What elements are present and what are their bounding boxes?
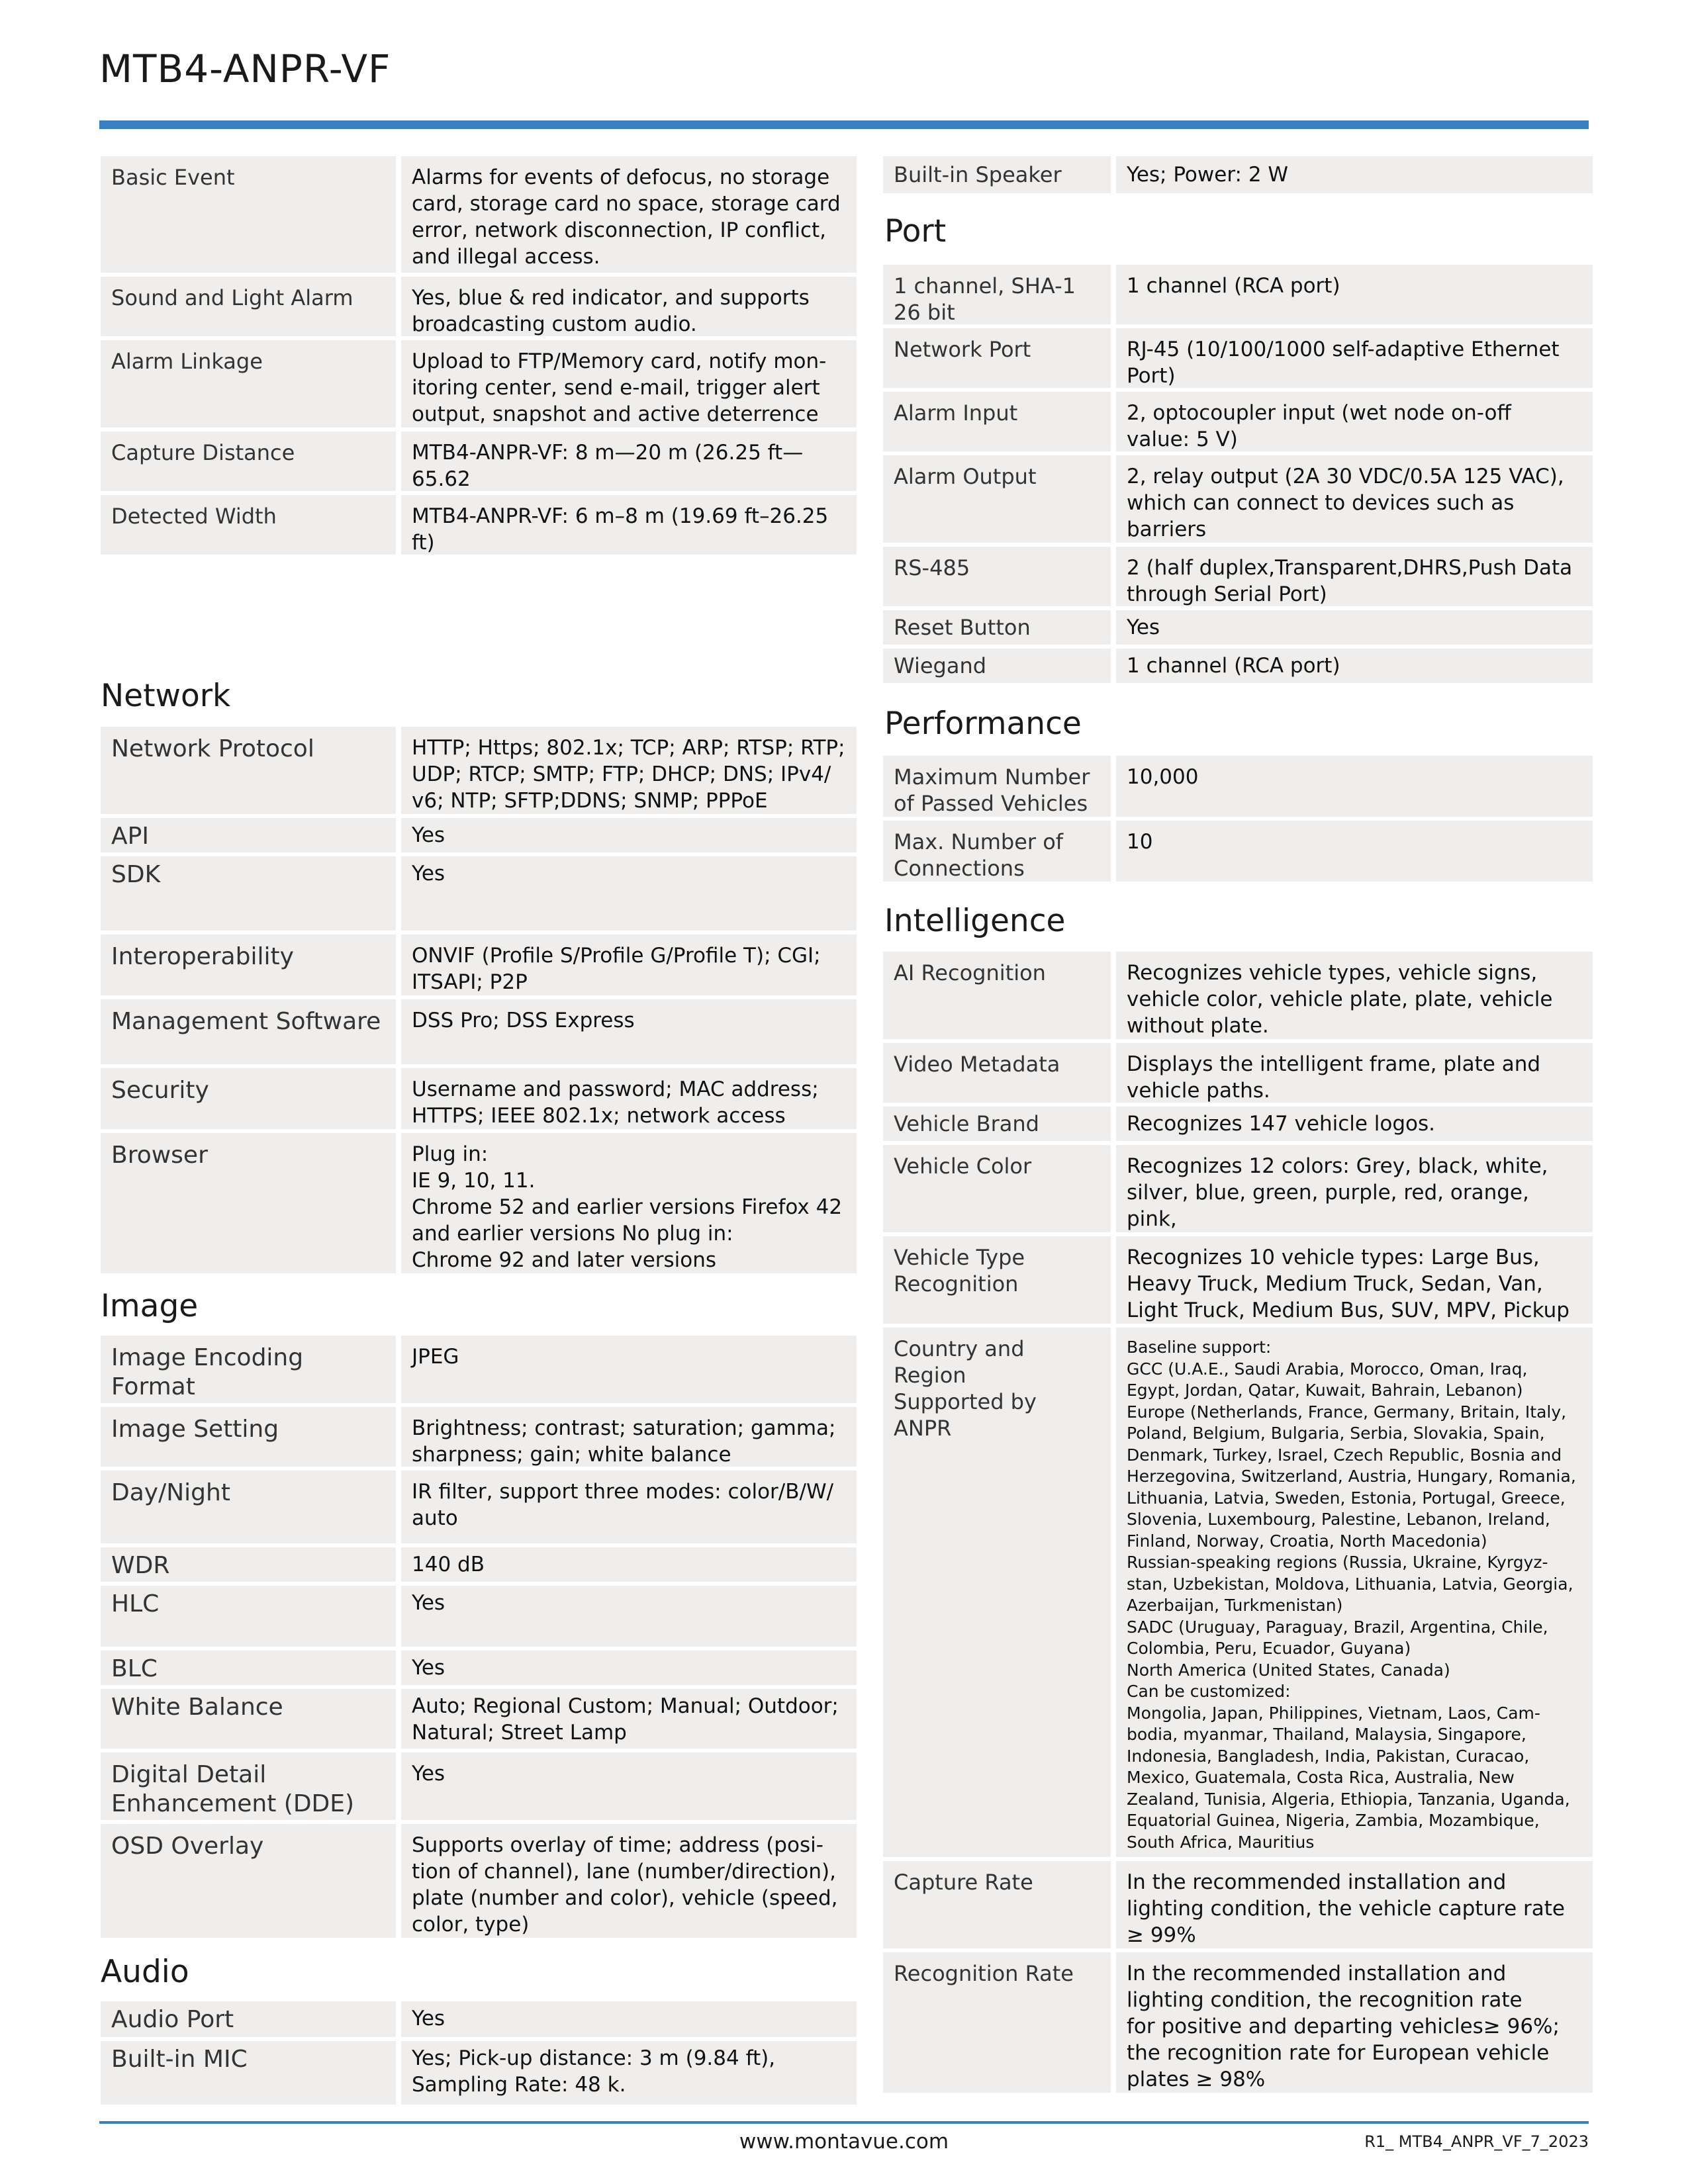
section-title-image: Image: [101, 1288, 199, 1324]
spec-row: [883, 455, 1593, 543]
footer-rule: [99, 2121, 1589, 2124]
spec-value: MTB4-ANPR-VF: 6 m–8 m (19.69 ft–26.25 ft): [401, 495, 857, 555]
spec-row: [101, 1651, 857, 1685]
document-title: MTB4-ANPR-VF: [99, 46, 391, 91]
spec-label: Built-in Speaker: [883, 156, 1111, 193]
spec-label: Alarm Output: [883, 455, 1111, 543]
spec-row: [101, 818, 857, 852]
spec-value: 2 (half duplex,Transparent,DHRS,Push Data through Serial Port): [1116, 547, 1593, 606]
spec-row: [883, 1043, 1593, 1103]
spec-value: Yes: [401, 818, 857, 852]
spec-row: [101, 1471, 857, 1543]
spec-value: 2, relay output (2A 30 VDC/0.5A 125 VAC), which can connect to devices such as barriers: [1116, 455, 1593, 543]
section-title-performance: Performance: [884, 705, 1082, 742]
spec-label: WDR: [101, 1547, 396, 1582]
spec-label: Video Metadata: [883, 1043, 1111, 1103]
spec-value: Yes; Power: 2 W: [1116, 156, 1593, 193]
spec-value: Yes: [401, 2001, 857, 2037]
spec-row: [101, 1689, 857, 1749]
spec-value: 1 channel (RCA port): [1116, 265, 1593, 324]
spec-row: [101, 1336, 857, 1403]
spec-row: [101, 727, 857, 814]
spec-value: Recognizes 12 colors: Grey, black, white, silver, blue, green, purple, red, orange, pink,: [1116, 1145, 1593, 1232]
section-title-intelligence: Intelligence: [884, 903, 1066, 939]
spec-row: [883, 1952, 1593, 2093]
spec-value: Yes: [401, 1651, 857, 1685]
spec-row: [883, 265, 1593, 324]
spec-row: [101, 2041, 857, 2105]
spec-row: [101, 934, 857, 995]
spec-label: Built-in MIC: [101, 2041, 396, 2105]
spec-value: 140 dB: [401, 1547, 857, 1582]
spec-label: Audio Port: [101, 2001, 396, 2037]
spec-label: API: [101, 818, 396, 852]
spec-label: Security: [101, 1068, 396, 1129]
spec-value: Recognizes 10 vehicle types: Large Bus, Heavy Truck, Medium Truck, Sedan, Van, Light Truck, Medium Bus, SUV, MPV, Pickup: [1116, 1236, 1593, 1324]
spec-label: Image Encoding Format: [101, 1336, 396, 1403]
section-title-port: Port: [884, 213, 947, 250]
spec-label: HLC: [101, 1586, 396, 1647]
footer-document-code: R1_ MTB4_ANPR_VF_7_2023: [1364, 2132, 1589, 2151]
spec-row: [101, 2001, 857, 2037]
spec-value: Yes: [401, 856, 857, 931]
spec-label: 1 channel, SHA-1 26 bit: [883, 265, 1111, 324]
spec-value: Auto; Regional Custom; Manual; Outdoor; Natural; Street Lamp: [401, 1689, 857, 1749]
spec-row: [883, 952, 1593, 1039]
spec-row: [101, 495, 857, 555]
spec-label: Day/Night: [101, 1471, 396, 1543]
spec-label: Alarm Input: [883, 392, 1111, 451]
spec-value: Displays the intelligent frame, plate and vehicle paths.: [1116, 1043, 1593, 1103]
spec-value: Yes: [401, 1586, 857, 1647]
spec-label: Max. Number of Connections: [883, 821, 1111, 882]
spec-label: OSD Overlay: [101, 1824, 396, 1938]
spec-value: 1 channel (RCA port): [1116, 649, 1593, 683]
spec-label: Sound and Light Alarm: [101, 277, 396, 336]
spec-value: Yes: [1116, 610, 1593, 645]
header-rule: [99, 120, 1589, 129]
spec-row: [101, 1547, 857, 1582]
spec-row: [883, 156, 1593, 193]
spec-value: Upload to FTP/Memory card, notify mon- itoring center, send e-mail, trigger alert output, snapshot and active deterrence: [401, 340, 857, 428]
spec-row: [883, 1328, 1593, 1857]
spec-value: HTTP; Https; 802.1x; TCP; ARP; RTSP; RTP; UDP; RTCP; SMTP; FTP; DHCP; DNS; IPv4/ v6; NTP; SFTP;DDNS; SNMP; PPPoE: [401, 727, 857, 814]
spec-value: Recognizes vehicle types, vehicle signs, vehicle color, vehicle plate, plate, vehicle without plate.: [1116, 952, 1593, 1039]
spec-value: Username and password; MAC address; HTTPS; IEEE 802.1x; network access: [401, 1068, 857, 1129]
spec-row: [101, 340, 857, 428]
spec-label: Capture Rate: [883, 1861, 1111, 1948]
spec-row: [101, 856, 857, 931]
spec-row: [883, 1107, 1593, 1141]
spec-row: [101, 1752, 857, 1820]
spec-label: Interoperability: [101, 934, 396, 995]
spec-label: Vehicle Type Recognition: [883, 1236, 1111, 1324]
spec-value: 2, optocoupler input (wet node on-off value: 5 V): [1116, 392, 1593, 451]
spec-label: Maximum Number of Passed Vehicles: [883, 756, 1111, 817]
spec-label: Browser: [101, 1133, 396, 1273]
spec-row: [883, 328, 1593, 388]
spec-label: AI Recognition: [883, 952, 1111, 1039]
spec-row: [101, 156, 857, 273]
spec-value: Plug in: IE 9, 10, 11. Chrome 52 and earlier versions Firefox 42 and earlier versions No plug in: Chrome 92 and later versions: [401, 1133, 857, 1273]
spec-value: ONVIF (Profile S/Profile G/Profile T); CGI; ITSAPI; P2P: [401, 934, 857, 995]
spec-value: JPEG: [401, 1336, 857, 1403]
spec-row: [883, 610, 1593, 645]
spec-row: [101, 999, 857, 1064]
spec-value: Supports overlay of time; address (posi- tion of channel), lane (number/direction), plate (number and color), vehicle (speed, color, type): [401, 1824, 857, 1938]
spec-value: DSS Pro; DSS Express: [401, 999, 857, 1064]
spec-label: Country and Region Supported by ANPR: [883, 1328, 1111, 1857]
spec-label: Image Setting: [101, 1407, 396, 1467]
spec-label: Network Protocol: [101, 727, 396, 814]
spec-label: Capture Distance: [101, 432, 396, 491]
spec-row: [101, 1407, 857, 1467]
spec-label: Recognition Rate: [883, 1952, 1111, 2093]
spec-label: Network Port: [883, 328, 1111, 388]
spec-label: Digital Detail Enhancement (DDE): [101, 1752, 396, 1820]
spec-row: [101, 1133, 857, 1273]
spec-value: MTB4-ANPR-VF: 8 m—20 m (26.25 ft—65.62: [401, 432, 857, 491]
spec-value: 10,000: [1116, 756, 1593, 817]
spec-value: In the recommended installation and lighting condition, the recognition rate for positive and departing vehicles≥ 96%; the recognition rate for European vehicle plates ≥ 98%: [1116, 1952, 1593, 2093]
spec-row: [883, 1861, 1593, 1948]
spec-row: [101, 1824, 857, 1938]
spec-row: [101, 1068, 857, 1129]
spec-value: Recognizes 147 vehicle logos.: [1116, 1107, 1593, 1141]
spec-label: Management Software: [101, 999, 396, 1064]
spec-label: Basic Event: [101, 156, 396, 273]
spec-row: [883, 649, 1593, 683]
footer-website: www.montavue.com: [739, 2130, 949, 2154]
spec-label: RS-485: [883, 547, 1111, 606]
spec-label: Detected Width: [101, 495, 396, 555]
spec-row: [101, 277, 857, 336]
spec-row: [883, 1145, 1593, 1232]
spec-label: Alarm Linkage: [101, 340, 396, 428]
spec-row: [101, 432, 857, 491]
spec-value: 10: [1116, 821, 1593, 882]
spec-label: Vehicle Color: [883, 1145, 1111, 1232]
spec-value: In the recommended installation and lighting condition, the vehicle capture rate ≥ 99%: [1116, 1861, 1593, 1948]
spec-value: Baseline support: GCC (U.A.E., Saudi Arabia, Morocco, Oman, Iraq, Egypt, Jordan, Qatar, Kuwait, Bahrain, Lebanon) Europe (Netherlands, France, Germany, Britain, Italy, Poland, Belgium, Bulgaria, Serbia, Slovakia, Spain, Denmark, Turkey, Israel, Czech Republic, Bosnia and Herzegovina, Switzerland, Austria, Hungary, Romania, Lithuania, Latvia, Sweden, Estonia, Portugal, Greece, Slovenia, Luxembourg, Palestine, Lebanon, Ireland, Finland, Norway, Croatia, North Macedonia) Russian-speaking regions (Russia, Ukraine, Kyrgyz- stan, Uzbekistan, Moldova, Lithuania, Latvia, Georgia, Azerbaijan, Turkmenistan) SADC (Uruguay, Paraguay, Brazil, Argentina, Chile, Colombia, Peru, Ecuador, Guyana) North America (United States, Canada) Can be customized: Mongolia, Japan, Philippines, Vietnam, Laos, Cam- bodia, myanmar, Thailand, Malaysia, Singapore, Indonesia, Bangladesh, India, Pakistan, Curacao, Mexico, Guatemala, Costa Rica, Australia, New Zealand, Tunisia, Algeria, Ethiopia, Tanzania, Uganda, Equatorial Guinea, Nigeria, Zambia, Mozambique, South Africa, Mauritius: [1116, 1328, 1593, 1857]
spec-label: Wiegand: [883, 649, 1111, 683]
spec-row: [883, 1236, 1593, 1324]
spec-value: Yes, blue & red indicator, and supports broadcasting custom audio.: [401, 277, 857, 336]
spec-value: Yes; Pick-up distance: 3 m (9.84 ft), Sampling Rate: 48 k.: [401, 2041, 857, 2105]
spec-label: BLC: [101, 1651, 396, 1685]
spec-value: IR filter, support three modes: color/B/W/ auto: [401, 1471, 857, 1543]
spec-row: [883, 392, 1593, 451]
spec-label: White Balance: [101, 1689, 396, 1749]
section-title-audio: Audio: [101, 1954, 189, 1990]
spec-value: Brightness; contrast; saturation; gamma; sharpness; gain; white balance: [401, 1407, 857, 1467]
spec-label: SDK: [101, 856, 396, 931]
spec-value: RJ-45 (10/100/1000 self-adaptive Ethernet Port): [1116, 328, 1593, 388]
spec-row: [101, 1586, 857, 1647]
spec-row: [883, 547, 1593, 606]
section-title-network: Network: [101, 678, 231, 714]
spec-row: [883, 756, 1593, 817]
spec-label: Reset Button: [883, 610, 1111, 645]
spec-label: Vehicle Brand: [883, 1107, 1111, 1141]
spec-value: Yes: [401, 1752, 857, 1820]
spec-row: [883, 821, 1593, 882]
spec-value: Alarms for events of defocus, no storage card, storage card no space, storage card error, network disconnection, IP conflict, and illegal access.: [401, 156, 857, 273]
